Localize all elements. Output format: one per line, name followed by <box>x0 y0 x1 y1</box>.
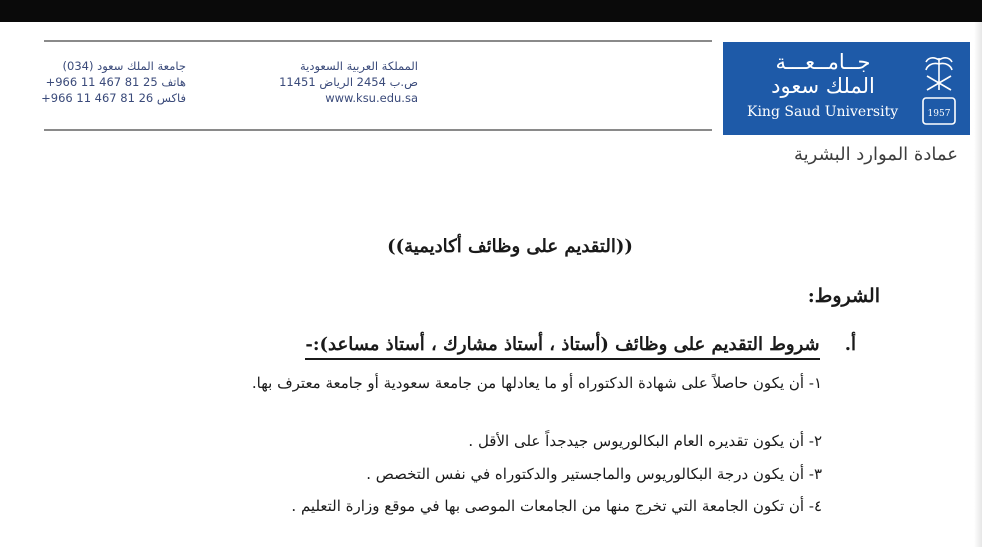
logo-arabic-line1: جــامــعـــة <box>775 50 871 74</box>
section-a-heading <box>305 334 856 355</box>
fax-label: فاكس <box>156 91 186 105</box>
section-a-marker: أ. <box>844 334 856 355</box>
phone-line <box>46 74 186 90</box>
address-website[interactable]: www.ksu.edu.sa <box>325 91 418 105</box>
list-item <box>92 368 822 398</box>
department-name: عمادة الموارد البشرية <box>794 144 958 165</box>
item-text: أن يكون حاصلاً على شهادة الدكتوراه أو ما يعادلها من جامعة سعودية أو جامعة معترف بها. <box>251 374 805 392</box>
item-text: أن يكون درجة البكالوريوس والماجستير والدكتوراه في نفس التخصص . <box>366 465 805 483</box>
phone-label: هاتف <box>161 75 186 89</box>
phone-number: +966 11 467 81 25 <box>45 75 158 89</box>
fax-number: +966 11 467 81 26 <box>41 91 154 105</box>
university-po-line: جامعة الملك سعود (034) <box>62 59 186 73</box>
document-title: ((التقديم على وظائف أكاديمية)) <box>387 236 633 257</box>
top-border <box>0 0 982 22</box>
item-number: ١- <box>808 374 822 392</box>
header-rule <box>44 40 712 42</box>
university-logo <box>723 42 970 135</box>
phone-block <box>41 58 186 106</box>
item-text: أن تكون الجامعة التي تخرج منها من الجامعات الموصى بها في موقع وزارة التعليم . <box>291 497 805 515</box>
logo-arabic-line2: الملك سعود <box>771 74 875 98</box>
address-block <box>262 58 418 106</box>
page-edge-shadow <box>974 22 982 547</box>
item-number: ٣- <box>808 465 822 483</box>
conditions-heading: الشروط: <box>807 285 880 307</box>
palm-swords-emblem-icon <box>919 50 959 128</box>
item-text: أن يكون تقديره العام البكالوريوس جيدجداً على الأقل . <box>468 432 805 450</box>
svg-text:1957: 1957 <box>927 109 951 119</box>
item-number: ٤- <box>808 497 822 515</box>
list-item <box>366 465 822 483</box>
address-pobox: ص.ب 2454 الرياض 11451 <box>279 75 418 89</box>
fax-line <box>41 90 186 106</box>
address-country: المملكة العربية السعودية <box>300 59 418 73</box>
logo-arabic-name <box>737 50 909 98</box>
section-a-text: شروط التقديم على وظائف (أستاذ ، أستاذ مشارك ، أستاذ مساعد):- <box>305 334 819 360</box>
logo-english-name: King Saud University <box>747 104 899 120</box>
item-number: ٢- <box>808 432 822 450</box>
list-item <box>291 497 822 515</box>
list-item <box>468 432 822 450</box>
header-rule-bottom <box>44 129 712 131</box>
